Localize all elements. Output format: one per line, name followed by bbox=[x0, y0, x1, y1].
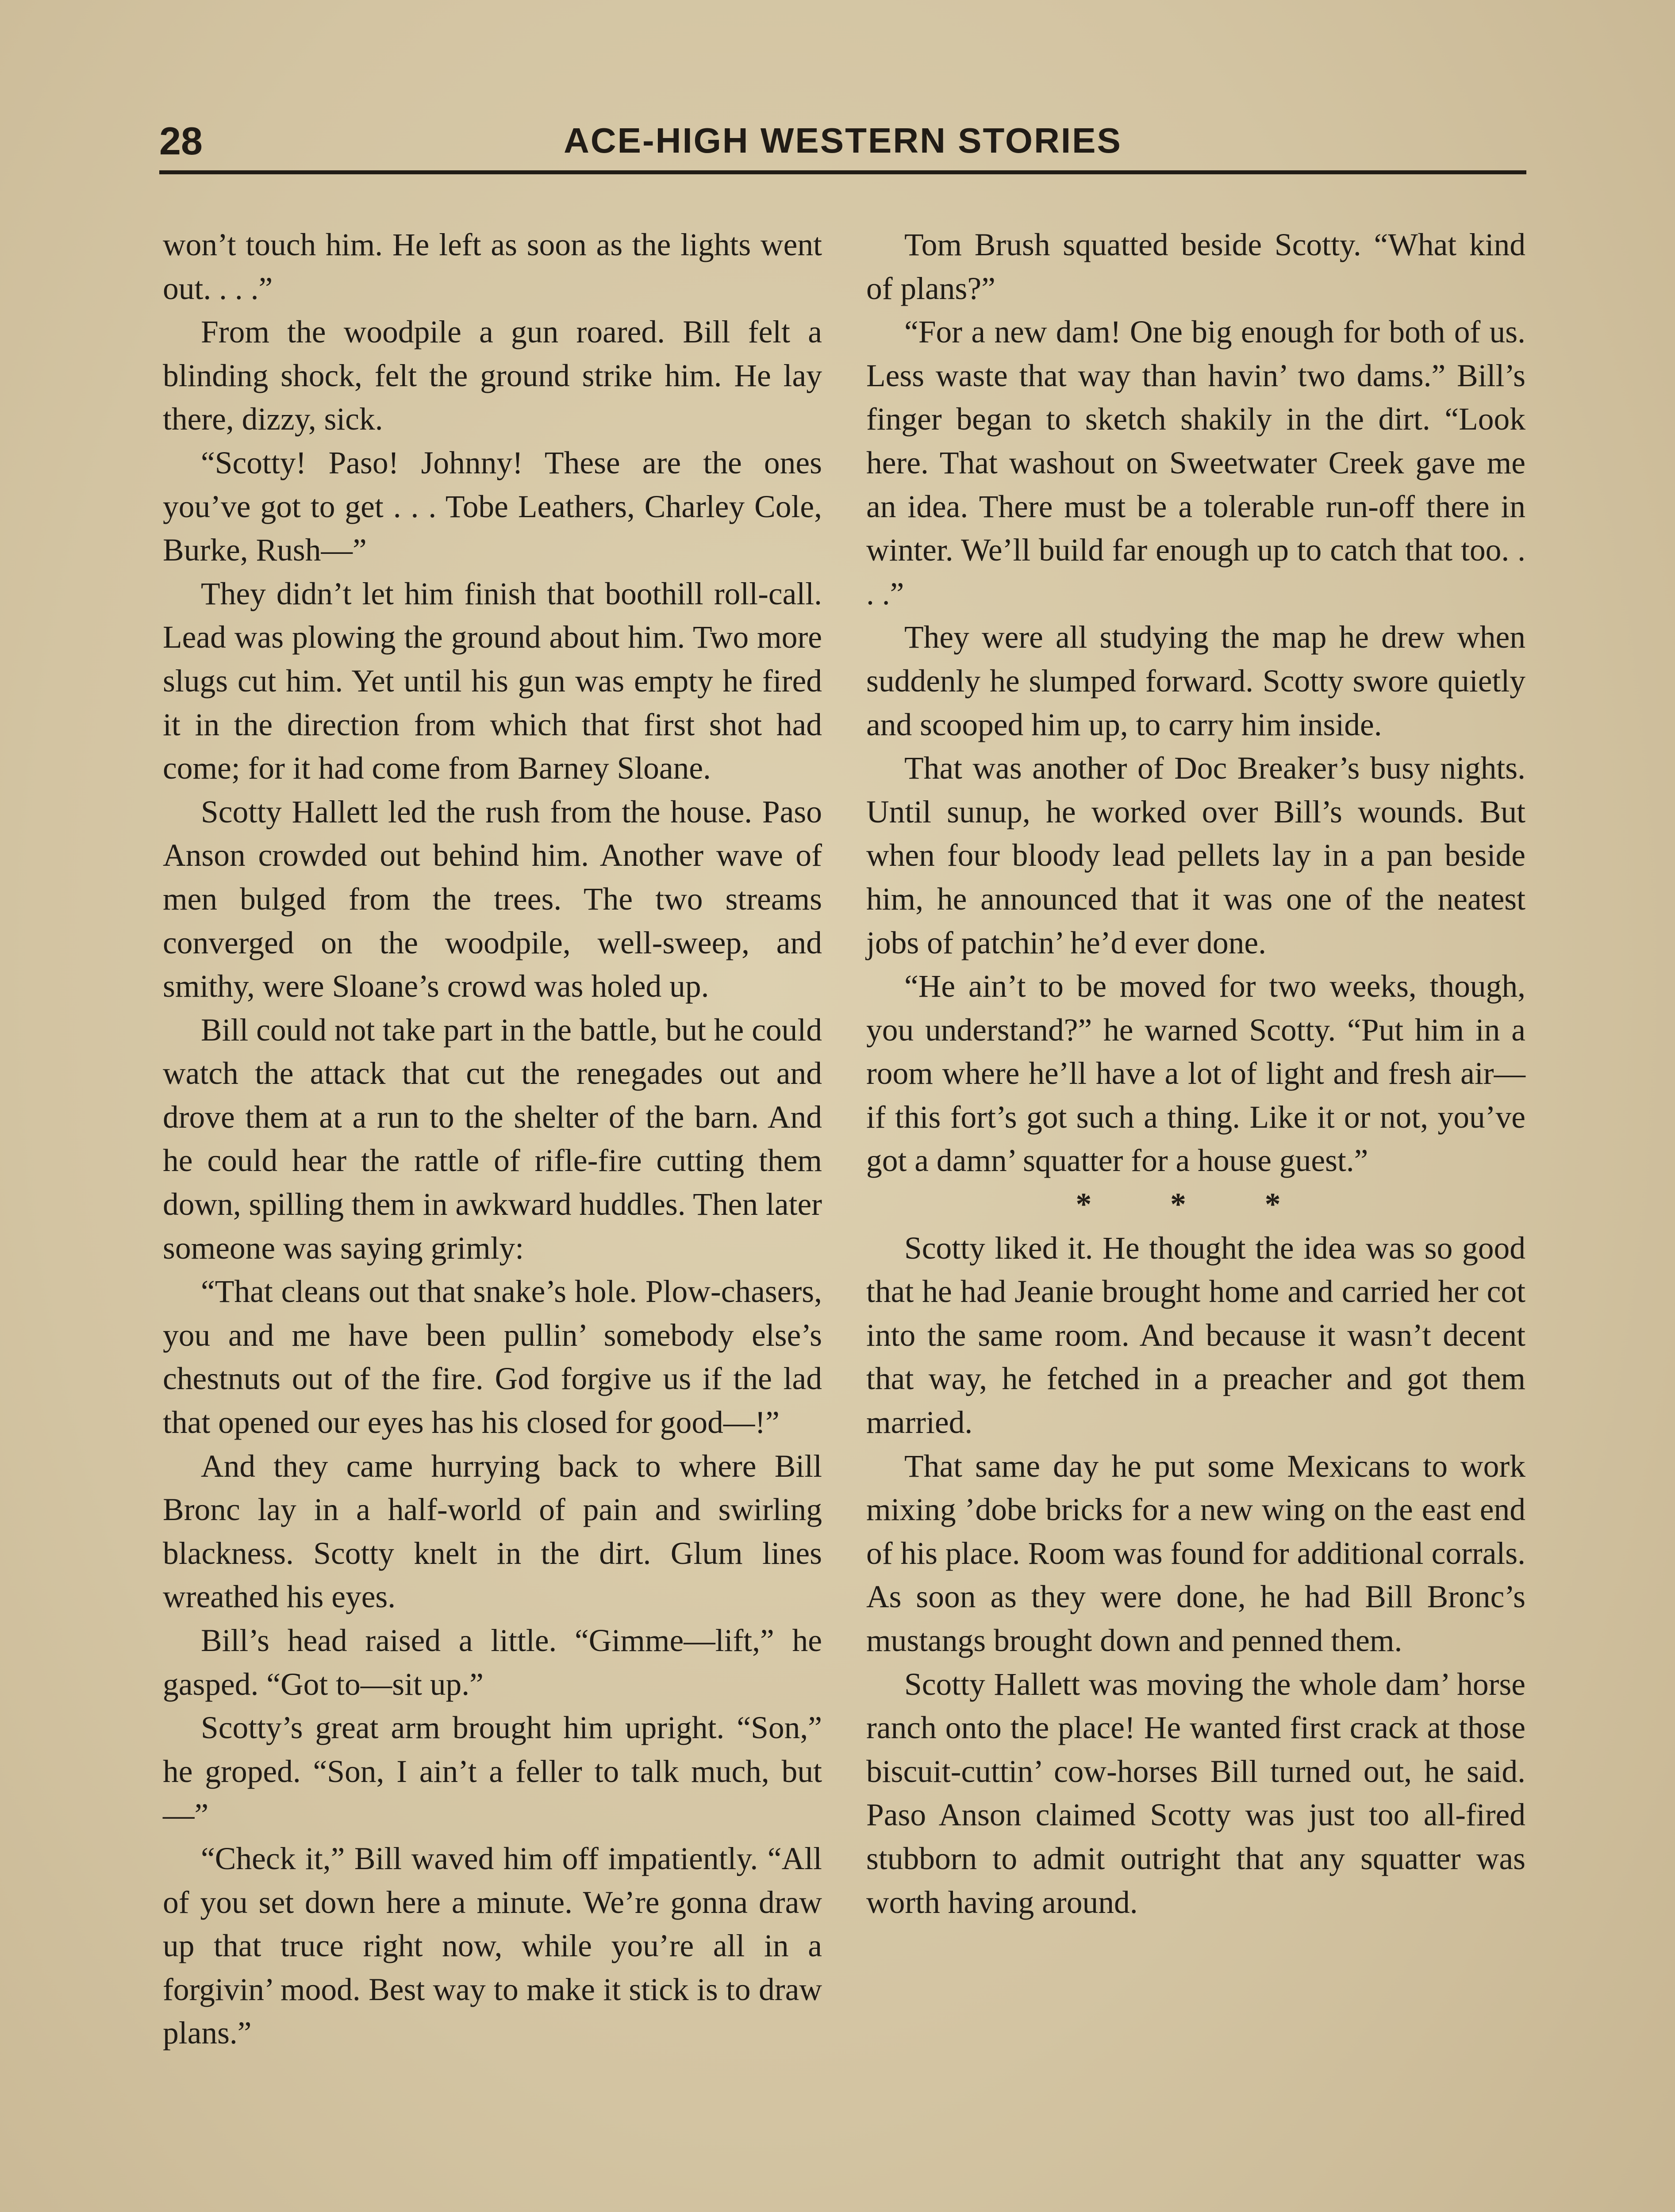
paragraph: Scotty Hallett was moving the whole dam’ horse ranch onto the place! He wanted first crack at those biscuit-cuttin’ cow-horses Bill turned out, he said. Paso Anson claimed Scotty was just too all-fired stubborn to admit outright that any squatter was worth having around. bbox=[866, 1667, 1525, 1920]
paragraph: “Check it,” Bill waved him off impatiently. “All of you set down here a minute. We’re gonna draw up that truce right now, while you’re all in a forgivin’ mood. Best way to make it stick is to draw plans.” bbox=[163, 1841, 822, 2051]
paragraph: That same day he put some Mexicans to work mixing ’dobe bricks for a new wing on the east end of his place. Room was found for additional corrals. As soon as they were done, he had Bill Bronc’s mustangs brought down and penned them. bbox=[866, 1448, 1525, 1658]
text-column-right bbox=[866, 223, 1525, 1924]
paragraph: Tom Brush squatted beside Scotty. “What kind of plans?” bbox=[866, 227, 1525, 306]
section-break-stars: * * * bbox=[1076, 1187, 1316, 1222]
paragraph: Scotty Hallett led the rush from the house. Paso Anson crowded out behind him. Another wave of men bulged from the trees. The two streams converged on the woodpile, well-sweep, and smithy, were Sloane’s crowd was holed up. bbox=[163, 794, 822, 1004]
paragraph: “That cleans out that snake’s hole. Plow-chasers, you and me have been pullin’ somebody else’s chestnuts out of the fire. God forgive us if the lad that opened our eyes has his closed for good—!” bbox=[163, 1274, 822, 1440]
paragraph: won’t touch him. He left as soon as the lights went out. . . .” bbox=[163, 227, 822, 306]
page-header bbox=[159, 114, 1526, 176]
paragraph: Scotty’s great arm brought him upright. “Son,” he groped. “Son, I ain’t a feller to talk much, but—” bbox=[163, 1710, 822, 1833]
page-number: 28 bbox=[159, 119, 203, 163]
paragraph: And they came hurrying back to where Bill Bronc lay in a half-world of pain and swirling blackness. Scotty knelt in the dirt. Glum lines wreathed his eyes. bbox=[163, 1448, 822, 1615]
paragraph: “He ain’t to be moved for two weeks, though, you understand?” he warned Scotty. “Put him in a room where he’ll have a lot of light and fresh air—if this fort’s got such a thing. Like it or not, you’ve got a damn’ squatter for a house guest.” bbox=[866, 969, 1525, 1179]
running-head-title: ACE-HIGH WESTERN STORIES bbox=[564, 121, 1122, 160]
paragraph: Bill could not take part in the battle, but he could watch the attack that cut the renegades out and drove them at a run to the shelter of the barn. And he could hear the rattle of rifle-fire cutting them down, spilling them in awkward huddles. Then later someone was saying grimly: bbox=[163, 1012, 822, 1266]
paragraph: From the woodpile a gun roared. Bill felt a blinding shock, felt the ground strike him. He lay there, dizzy, sick. bbox=[163, 315, 822, 437]
paragraph: Scotty liked it. He thought the idea was so good that he had Jeanie brought home and carried her cot into the same room. And because it wasn’t decent that way, he fetched in a preacher and got them married. bbox=[866, 1230, 1525, 1440]
paragraph: They didn’t let him finish that boothill roll-call. Lead was plowing the ground about him. Two more slugs cut him. Yet until his gun was empty he fired it in the direction from which that first shot had come; for it had come from Barney Sloane. bbox=[163, 576, 822, 786]
paragraph: They were all studying the map he drew when suddenly he slumped forward. Scotty swore quietly and scooped him up, to carry him inside. bbox=[866, 620, 1525, 742]
text-column-left bbox=[163, 223, 822, 2055]
paragraph: “Scotty! Paso! Johnny! These are the ones you’ve got to get . . . Tobe Leathers, Charley Cole, Burke, Rush—” bbox=[163, 445, 822, 568]
paragraph: Bill’s head raised a little. “Gimme—lift,” he gasped. “Got to—sit up.” bbox=[163, 1623, 822, 1702]
header-rule bbox=[159, 170, 1526, 174]
paragraph: “For a new dam! One big enough for both of us. Less waste that way than havin’ two dams.” Bill’s finger began to sketch shakily in the dirt. “Look here. That washout on Sweetwater Creek gave me an idea. There must be a tolerable run-off there in winter. We’ll build far enough up to catch that too. . . .” bbox=[866, 315, 1525, 611]
paragraph: That was another of Doc Breaker’s busy nights. Until sunup, he worked over Bill’s wounds. But when four bloody lead pellets lay in a pan beside him, he announced that it was one of the neatest jobs of patchin’ he’d ever done. bbox=[866, 751, 1525, 960]
